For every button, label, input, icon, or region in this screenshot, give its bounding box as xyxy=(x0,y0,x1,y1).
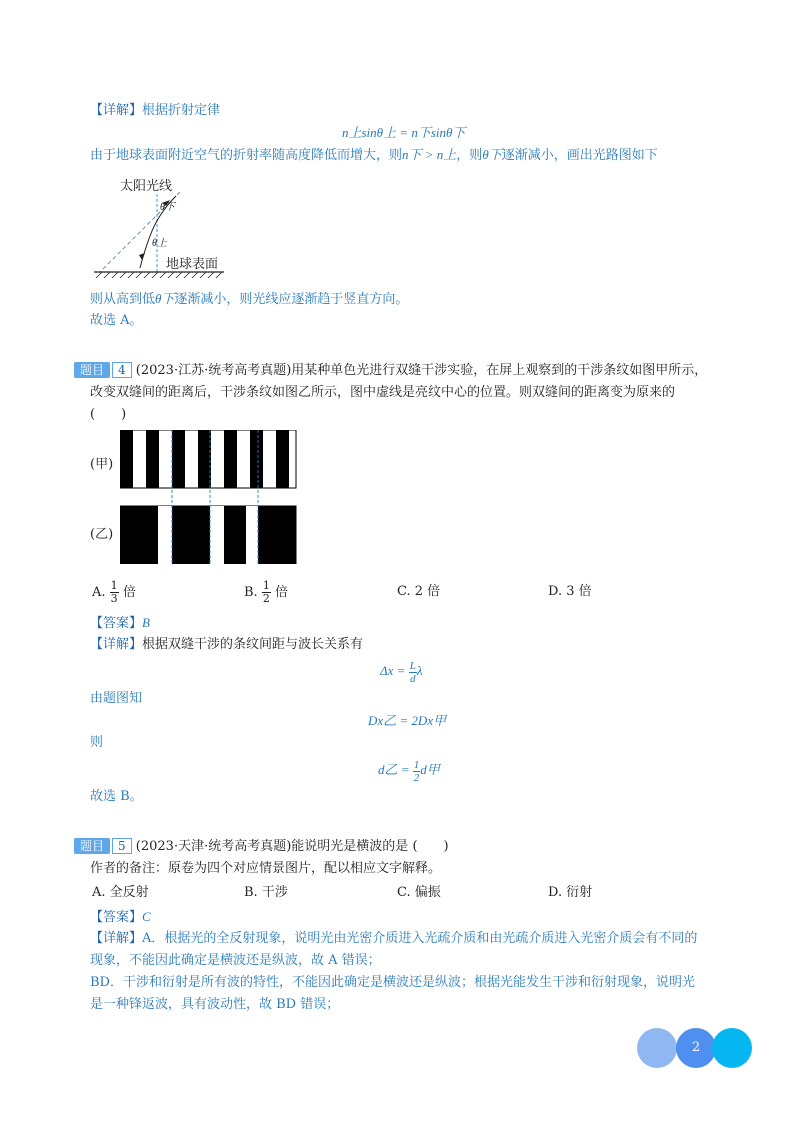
figure-jia-label: (甲) xyxy=(90,457,114,472)
option-b[interactable]: B. 干涉 xyxy=(244,885,288,900)
detail-line-4: 故选 A。 xyxy=(90,313,143,328)
line3-theta: θ下 xyxy=(155,291,175,306)
detail-line-q5-1: 【详解】A．根据光的全反射现象，说明光由光密介质进入光疏介质和由光疏介质进入光密介质会有不同的 xyxy=(90,931,698,946)
option-b-fraction: $\frac{1}{2}$ xyxy=(262,579,270,605)
line2-compare: n下 > n上 xyxy=(402,147,457,162)
detail-line-q4-4: 故选 B。 xyxy=(90,789,143,804)
line2-mid: ，则 xyxy=(456,148,483,163)
question-4-paren: ( ) xyxy=(90,407,127,422)
light-path-diagram xyxy=(90,176,230,284)
detail-tag: 【详解】 xyxy=(90,637,143,652)
answer-value: B xyxy=(142,615,150,630)
question-stem: 能说明光是横波的是 xyxy=(291,839,409,854)
detail-tag: 【详解】 xyxy=(90,931,143,946)
question-4-header xyxy=(74,362,707,380)
ray-arrow-bottom xyxy=(139,253,145,260)
answer-tag: 【答案】 xyxy=(90,910,143,925)
answer-line xyxy=(90,908,151,927)
line2-post: 逐渐减小，画出光路图如下 xyxy=(501,148,658,163)
option-c[interactable]: C. 偏振 xyxy=(397,885,441,900)
question-paren: ( ) xyxy=(412,839,449,854)
detail-line-q5-4: 是一种锋返波，具有波动性，故 BD 错误； xyxy=(90,997,340,1012)
question-number: 5 xyxy=(112,838,132,854)
detail-line-1 xyxy=(90,102,220,120)
option-d[interactable]: D. 衍射 xyxy=(548,885,593,900)
option-a[interactable]: A. 全反射 xyxy=(92,885,149,900)
answer-line xyxy=(90,614,150,633)
question-source: (2023·江苏·统考高考真题) xyxy=(135,363,292,378)
fringes-jia xyxy=(120,430,296,488)
footer-circle-left xyxy=(637,1028,677,1068)
interference-fringes-figure xyxy=(120,430,298,564)
detail-line-q5-2: 现象，不能因此确定是横波还是纵波，故 A 错误； xyxy=(90,953,381,968)
figure-yi-label: (乙) xyxy=(90,527,114,542)
question-source: (2023·天津·统考高考真题) xyxy=(135,839,292,854)
detail-line-q4-3: 则 xyxy=(90,735,104,750)
option-b[interactable]: B. $\frac{1}{2}$ 倍 xyxy=(244,579,288,605)
option-a-fraction: $\frac{1}{3}$ xyxy=(110,579,118,605)
page-number: 2 xyxy=(691,1040,701,1055)
detail-line-3 xyxy=(90,290,408,309)
question-5-header xyxy=(74,838,449,856)
answer-value: C xyxy=(142,909,151,924)
footer-circle-right xyxy=(712,1028,752,1068)
question-stem-1: 用某种单色光进行双缝干涉实验，在屏上观察到的干涉条纹如图甲所示， xyxy=(291,363,708,378)
author-note: 作者的备注：原卷为四个对应情景图片，配以相应文字解释。 xyxy=(90,861,442,876)
detail-line-2 xyxy=(90,146,658,165)
option-d[interactable]: D. 3 倍 xyxy=(548,584,592,599)
ground-hatch xyxy=(96,272,222,278)
detail-text: 根据折射定律 xyxy=(142,103,221,118)
detail-line-q4-1: 【详解】根据双缝干涉的条纹间距与波长关系有 xyxy=(90,637,364,652)
formula-spacing-ratio: Dx乙 = 2Dx甲 xyxy=(368,713,447,728)
line3-post: 逐渐减小，则光线应逐渐趋于竖直方向。 xyxy=(174,292,409,307)
theta-top-label: θ下 xyxy=(160,202,175,213)
earth-surface-label: 地球表面 xyxy=(166,257,219,272)
line2-theta: θ下 xyxy=(482,147,502,162)
line2-pre: 由于地球表面附近空气的折射率随高度降低而增大，则 xyxy=(90,148,403,163)
option-c[interactable]: C. 2 倍 xyxy=(397,584,441,599)
answer-tag: 【答案】 xyxy=(90,616,143,631)
option-a[interactable]: A. $\frac{1}{3}$ 倍 xyxy=(92,579,136,605)
detail-line-q5-3: BD．干涉和衍射是所有波的特性，不能因此确定是横波还是纵波；根据光能发生干涉和衍射现象，说明光 xyxy=(90,975,695,990)
refraction-formula: n上sinθ上 = n下sinθ下 xyxy=(342,125,466,140)
question-badge: 题目 xyxy=(74,362,110,378)
detail-line-q4-2: 由题图知 xyxy=(90,691,143,706)
question-4-stem-2: 改变双缝间的距离后，干涉条纹如图乙所示，图中虚线是亮纹中心的位置。则双缝间的距离变为原来的 xyxy=(90,385,676,400)
fringes-yi xyxy=(120,506,296,564)
question-number: 4 xyxy=(112,362,132,378)
line3-pre: 则从高到低 xyxy=(90,292,156,307)
theta-bottom-label: θ上 xyxy=(152,238,167,249)
formula-slit-distance: d乙 = $\frac{1}{2}$ d甲 xyxy=(378,758,440,784)
formula-fringe-spacing: Δx = $\frac{L}{d}$ λ xyxy=(380,659,423,685)
detail-tag: 【详解】 xyxy=(90,103,143,118)
question-badge: 题目 xyxy=(74,838,110,854)
sun-light-label: 太阳光线 xyxy=(120,179,173,194)
